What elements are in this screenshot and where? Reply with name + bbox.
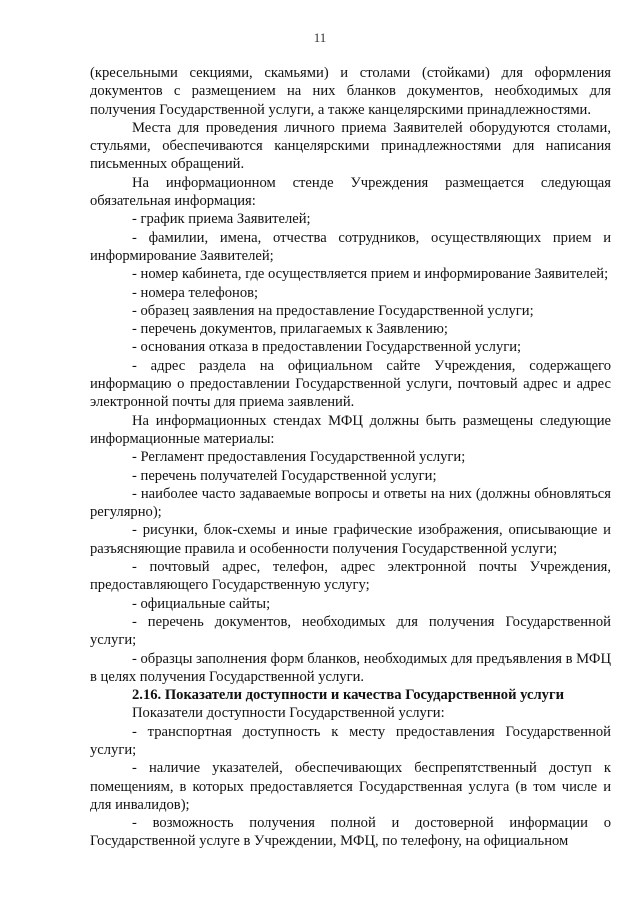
list-item: - почтовый адрес, телефон, адрес электронной почты Учреждения, предоставляющего Государственную услугу; bbox=[90, 559, 611, 594]
list-item: - фамилии, имена, отчества сотрудников, осуществляющих прием и информирование Заявителей; bbox=[90, 229, 611, 264]
list-item: - рисунки, блок-схемы и иные графические изображения, описывающие и разъясняющие правила и особенности получения Государственной услуги; bbox=[90, 522, 611, 557]
list-item: - номера телефонов; bbox=[132, 284, 259, 301]
page-number: 11 bbox=[313, 30, 327, 45]
list-item: - адрес раздела на официальном сайте Учреждения, содержащего информацию о предоставлении Государственной услуги, почтовый адрес и адрес электронной почты для приема заявлений. bbox=[90, 357, 611, 411]
paragraph: На информационных стендах МФЦ должны быть размещены следующие информационные материалы: bbox=[90, 412, 611, 447]
list-item: - образцы заполнения форм бланков, необходимых для предъявления в МФЦ в целях получения Государственной услуги. bbox=[90, 650, 611, 685]
paragraph: Места для проведения личного приема Заявителей оборудуются столами, стульями, обеспечиваются канцелярскими принадлежностями для написания письменных обращений. bbox=[90, 119, 611, 173]
list-item: - перечень получателей Государственной услуги; bbox=[132, 467, 437, 484]
document-body bbox=[90, 64, 611, 851]
paragraph: (кресельными секциями, скамьями) и столами (стойками) для оформления документов с размещением на них бланков документов, необходимых для получения Государственной услуги, а также канцелярскими принадлежностями. bbox=[90, 65, 611, 118]
section-heading: 2.16. Показатели доступности и качества Государственной услуги bbox=[132, 687, 564, 704]
list-item: - основания отказа в предоставлении Государственной услуги; bbox=[132, 339, 522, 356]
list-item: - возможность получения полной и достоверной информации о Государственной услуге в Учреждении, МФЦ, по телефону, на официальном bbox=[90, 815, 611, 850]
list-item: - образец заявления на предоставление Государственной услуги; bbox=[132, 302, 534, 319]
list-item: - перечень документов, прилагаемых к Заявлению; bbox=[132, 321, 448, 338]
list-item: - Регламент предоставления Государственной услуги; bbox=[132, 449, 466, 466]
paragraph: На информационном стенде Учреждения размещается следующая обязательная информация: bbox=[90, 174, 611, 210]
list-item: - транспортная доступность к месту предоставления Государственной услуги; bbox=[90, 723, 611, 758]
list-item: - график приема Заявителей; bbox=[132, 211, 311, 228]
list-item: - номер кабинета, где осуществляется прием и информирование Заявителей; bbox=[132, 266, 609, 283]
list-item: - наиболее часто задаваемые вопросы и ответы на них (должны обновляться регулярно); bbox=[90, 485, 611, 521]
paragraph: Показатели доступности Государственной услуги: bbox=[132, 705, 445, 722]
list-item: - перечень документов, необходимых для получения Государственной услуги; bbox=[90, 613, 611, 649]
list-item: - наличие указателей, обеспечивающих беспрепятственный доступ к помещениям, в которых предоставляется Государственная услуга (в том числе и для инвалидов); bbox=[90, 760, 611, 813]
list-item: - официальные сайты; bbox=[132, 595, 271, 612]
